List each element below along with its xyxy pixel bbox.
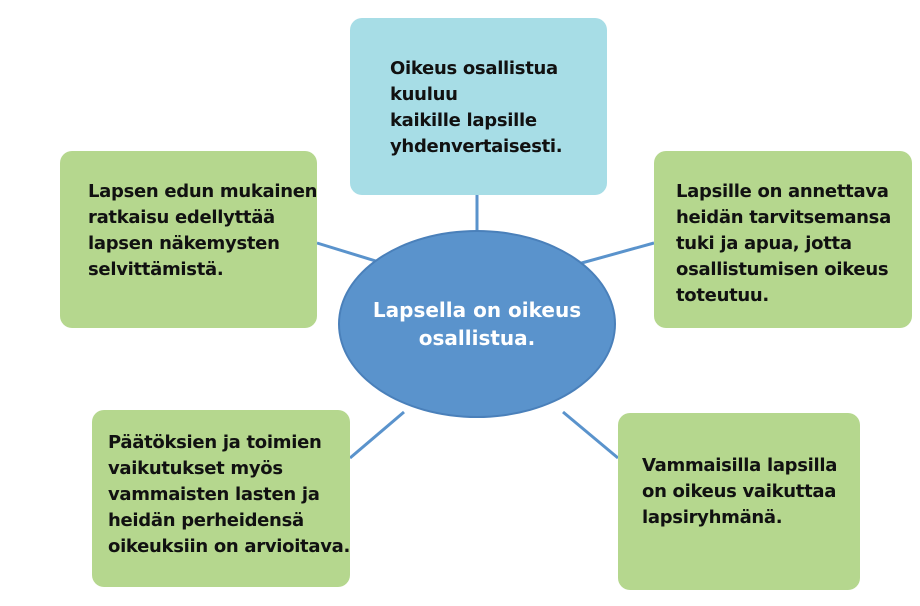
node-text-line: vaikutukset myös bbox=[108, 458, 283, 479]
central-concept-line: osallistua. bbox=[418, 326, 536, 350]
node-text-line: kaikille lapsille bbox=[390, 110, 537, 131]
node-text-line: lapsiryhmänä. bbox=[642, 507, 783, 528]
central-concept-line: Lapsella on oikeus bbox=[372, 298, 582, 322]
node-text-line: heidän perheidensä bbox=[108, 510, 304, 531]
node-equal-participation bbox=[350, 18, 607, 195]
node-text-line: Lapsille on annettava bbox=[676, 181, 889, 202]
node-text-line: lapsen näkemysten bbox=[88, 233, 280, 254]
node-text-line: tuki ja apua, jotta bbox=[676, 233, 852, 254]
node-impact-assessment bbox=[92, 410, 350, 587]
node-text-line: yhdenvertaisesti. bbox=[390, 136, 563, 157]
connector-bottom-right bbox=[563, 412, 618, 458]
node-text-line: Oikeus osallistua bbox=[390, 58, 558, 79]
connector-right bbox=[578, 243, 654, 264]
node-text-line: selvittämistä. bbox=[88, 259, 224, 280]
node-text-line: Lapsen edun mukainen bbox=[88, 181, 318, 202]
node-support-and-help bbox=[654, 151, 912, 328]
node-text-line: Vammaisilla lapsilla bbox=[642, 455, 838, 476]
node-text-line: toteutuu. bbox=[676, 285, 769, 306]
central-concept bbox=[338, 230, 616, 418]
node-group-influence bbox=[618, 413, 860, 590]
node-text-line: on oikeus vaikuttaa bbox=[642, 481, 837, 502]
connector-bottom-left bbox=[350, 412, 404, 458]
node-text-line: ratkaisu edellyttää bbox=[88, 207, 275, 228]
node-text-line: oikeuksiin on arvioitava. bbox=[108, 536, 351, 557]
node-text-line: osallistumisen oikeus bbox=[676, 259, 889, 280]
node-text-line: kuuluu bbox=[390, 84, 458, 105]
node-text-line: Päätöksien ja toimien bbox=[108, 432, 322, 453]
node-text-line: vammaisten lasten ja bbox=[108, 484, 320, 505]
node-text-line: heidän tarvitsemansa bbox=[676, 207, 891, 228]
node-best-interest bbox=[60, 151, 317, 328]
